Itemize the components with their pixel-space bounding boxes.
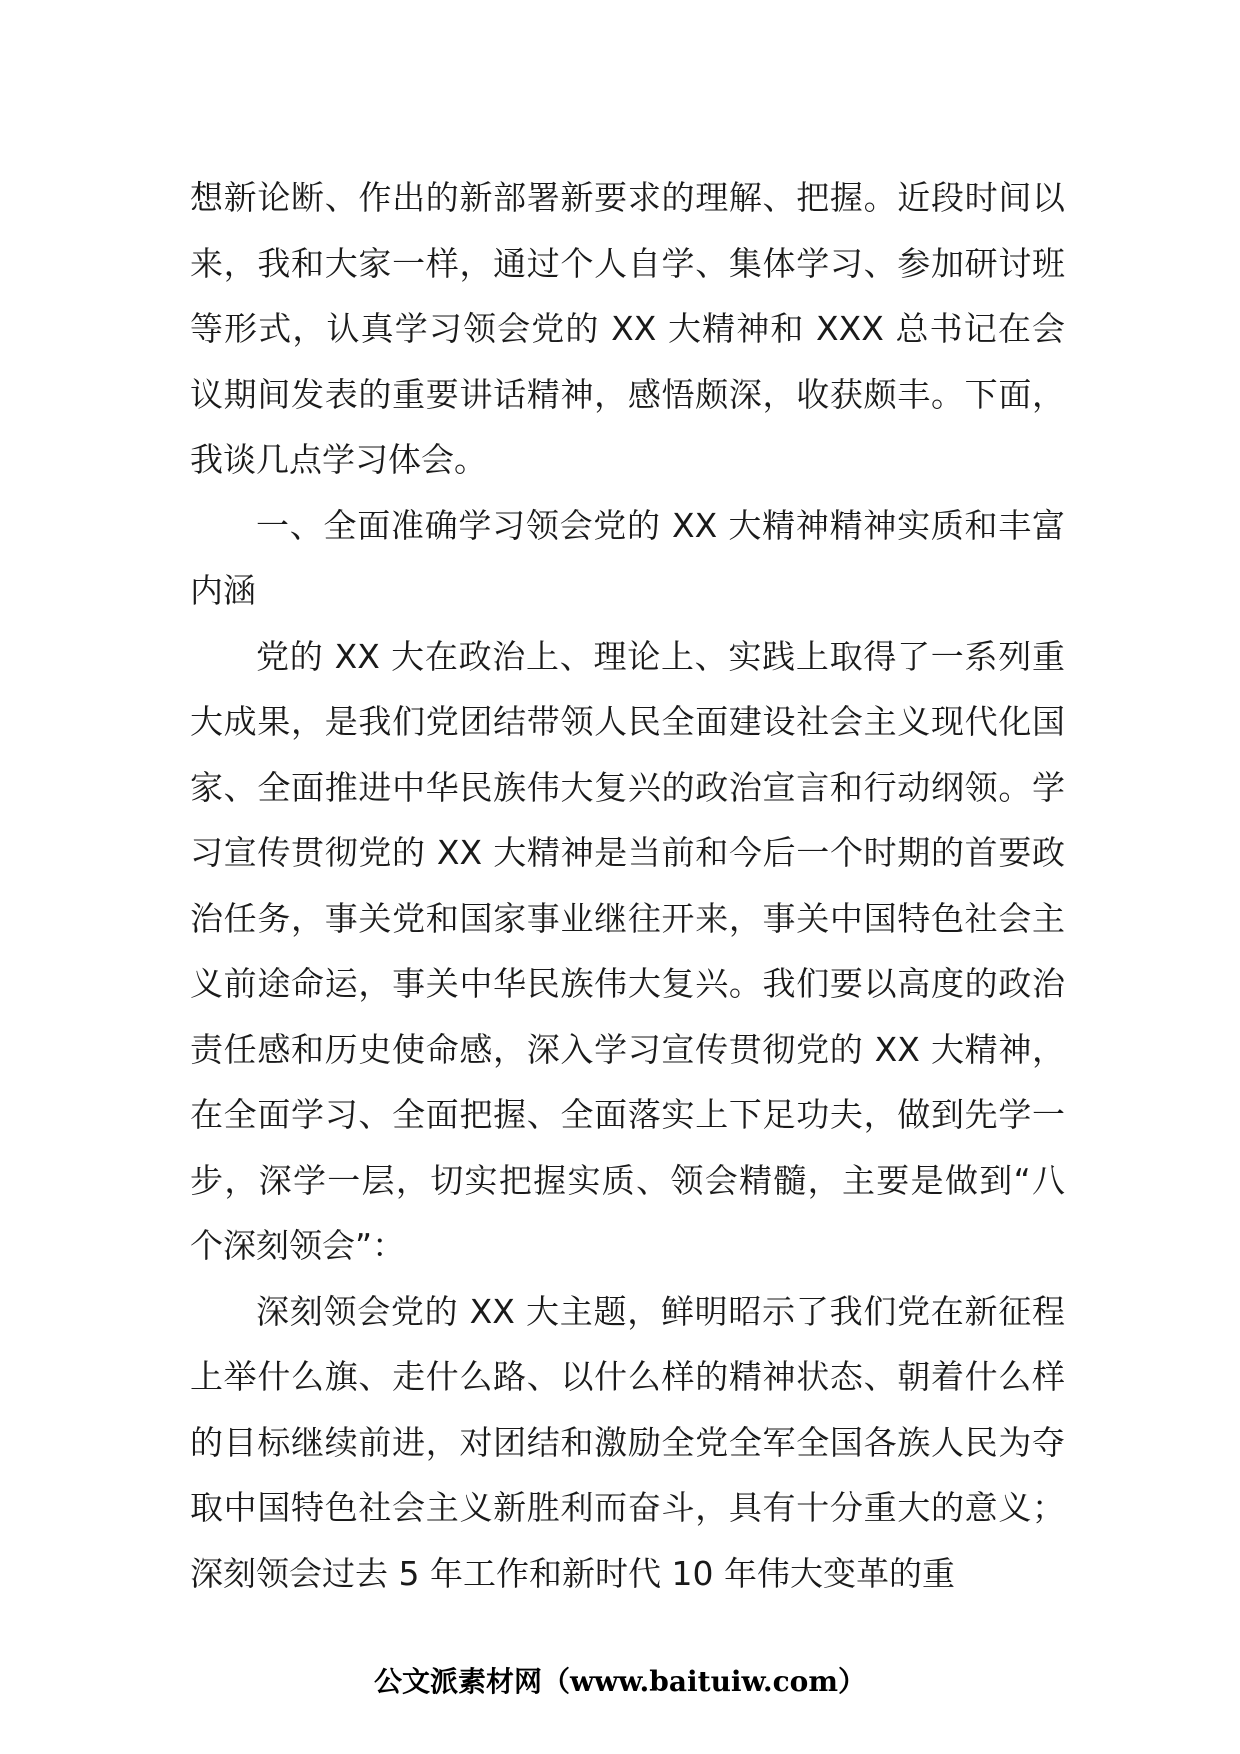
watermark-footer: 公文派素材网（www.baituiw.com）	[374, 1665, 866, 1698]
paragraph: 深刻领会党的 XX 大主题，鲜明昭示了我们党在新征程上举什么旗、走什么路、以什么样的精神状态、朝着什么样的目标继续前进，对团结和激励全党全军全国各族人民为夺取中国特色社会主义新胜利而奋斗，具有十分重大的意义；深刻领会过去 5 年工作和新时代 10 年伟大变革的重	[190, 1291, 1065, 1593]
section-heading: 一、全面准确学习领会党的 XX 大精神精神实质和丰富内涵	[190, 505, 1065, 610]
document-body	[190, 165, 1065, 1606]
paragraph-continuation: 想新论断、作出的新部署新要求的理解、把握。近段时间以来，我和大家一样，通过个人自学、集体学习、参加研讨班等形式，认真学习领会党的 XX 大精神和 XXX 总书记在会议期间发表的重要讲话精神，感悟颇深，收获颇丰。下面，我谈几点学习体会。	[190, 178, 1065, 479]
paragraph: 党的 XX 大在政治上、理论上、实践上取得了一系列重大成果，是我们党团结带领人民全面建设社会主义现代化国家、全面推进中华民族伟大复兴的政治宣言和行动纲领。学习宣传贯彻党的 XX 大精神是当前和今后一个时期的首要政治任务，事关党和国家事业继往开来，事关中国特色社会主义前途命运，事关中华民族伟大复兴。我们要以高度的政治责任感和历史使命感，深入学习宣传贯彻党的 XX 大精神，在全面学习、全面把握、全面落实上下足功夫，做到先学一步，深学一层，切实把握实质、领会精髓，主要是做到“八个深刻领会”：	[190, 636, 1065, 1265]
